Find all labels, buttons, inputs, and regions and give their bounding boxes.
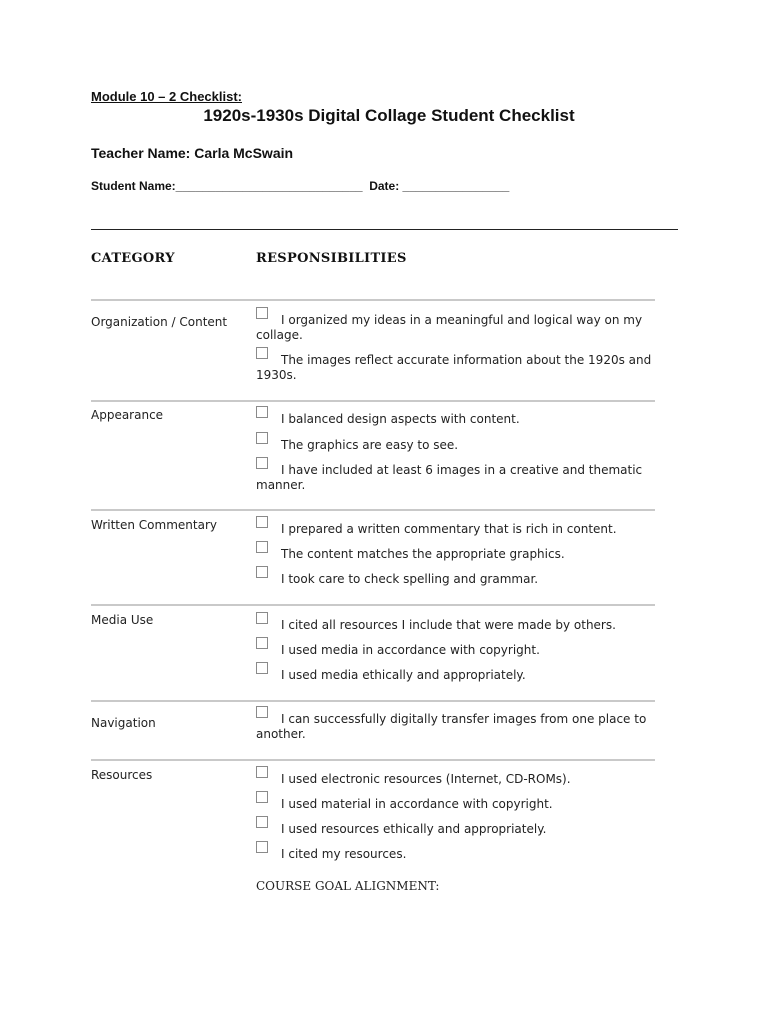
student-name-date-line: Student Name:____________________________ Date: ________________ [91, 179, 510, 193]
checklist-item[interactable] [256, 463, 676, 493]
checklist-item[interactable] [256, 772, 676, 787]
item-text: I prepared a written commentary that is rich in content. [281, 522, 617, 536]
checkbox[interactable] [256, 307, 268, 319]
row-divider [91, 299, 655, 301]
checklist-item[interactable] [256, 712, 676, 742]
teacher-name: Teacher Name: Carla McSwain [91, 145, 294, 161]
category-column-header: CATEGORY [91, 251, 175, 266]
checkbox[interactable] [256, 457, 268, 469]
row-divider [91, 700, 655, 702]
item-text: I cited my resources. [281, 847, 407, 861]
checklist-item[interactable] [256, 643, 676, 658]
checkbox[interactable] [256, 637, 268, 649]
checkbox[interactable] [256, 516, 268, 528]
checklist-item[interactable] [256, 847, 676, 862]
checklist-item[interactable] [256, 353, 676, 383]
row-divider [91, 509, 655, 511]
category-resources: Resources [91, 768, 153, 782]
row-divider [91, 400, 655, 402]
page-title: 1920s-1930s Digital Collage Student Checklist [203, 106, 575, 125]
checklist-item[interactable] [256, 797, 676, 812]
checkbox[interactable] [256, 406, 268, 418]
responsibilities-column-header: RESPONSIBILITIES [256, 251, 407, 266]
item-text: The graphics are easy to see. [281, 438, 459, 452]
item-text: The images reflect accurate information about the 1920s and 1930s. [256, 353, 652, 382]
checklist-item[interactable] [256, 412, 676, 427]
checklist-item[interactable] [256, 572, 676, 587]
checkbox[interactable] [256, 706, 268, 718]
item-text: I took care to check spelling and grammar. [281, 572, 539, 586]
item-text: I have included at least 6 images in a creative and thematic manner. [256, 463, 643, 492]
item-text: I used electronic resources (Internet, CD-ROMs). [281, 772, 571, 786]
checkbox[interactable] [256, 766, 268, 778]
row-divider [91, 759, 655, 761]
checklist-item[interactable] [256, 618, 676, 633]
category-media-use: Media Use [91, 613, 154, 627]
item-text: I balanced design aspects with content. [281, 412, 520, 426]
item-text: I can successfully digitally transfer images from one place to another. [256, 712, 647, 741]
item-text: The content matches the appropriate graphics. [281, 547, 565, 561]
item-text: I organized my ideas in a meaningful and logical way on my collage. [256, 313, 643, 342]
checkbox[interactable] [256, 662, 268, 674]
item-text: I used media ethically and appropriately. [281, 668, 526, 682]
checkbox[interactable] [256, 612, 268, 624]
checkbox[interactable] [256, 841, 268, 853]
category-written-commentary: Written Commentary [91, 518, 217, 532]
category-navigation: Navigation [91, 716, 156, 730]
item-text: I used resources ethically and appropriately. [281, 822, 547, 836]
category-appearance: Appearance [91, 408, 164, 422]
category-organization: Organization / Content [91, 315, 228, 329]
course-goal-alignment: COURSE GOAL ALIGNMENT: [256, 879, 440, 893]
checklist-item[interactable] [256, 522, 676, 537]
module-label: Module 10 – 2 Checklist: [91, 89, 242, 104]
checkbox[interactable] [256, 791, 268, 803]
checklist-item[interactable] [256, 438, 676, 453]
checkbox[interactable] [256, 541, 268, 553]
checklist-item[interactable] [256, 822, 676, 837]
header-divider [91, 229, 678, 230]
checklist-item[interactable] [256, 547, 676, 562]
checkbox[interactable] [256, 432, 268, 444]
row-divider [91, 604, 655, 606]
checklist-item[interactable] [256, 668, 676, 683]
checklist-item[interactable] [256, 313, 676, 343]
checkbox[interactable] [256, 347, 268, 359]
checkbox[interactable] [256, 816, 268, 828]
item-text: I used media in accordance with copyright. [281, 643, 540, 657]
item-text: I cited all resources I include that were made by others. [281, 618, 616, 632]
checkbox[interactable] [256, 566, 268, 578]
item-text: I used material in accordance with copyright. [281, 797, 553, 811]
